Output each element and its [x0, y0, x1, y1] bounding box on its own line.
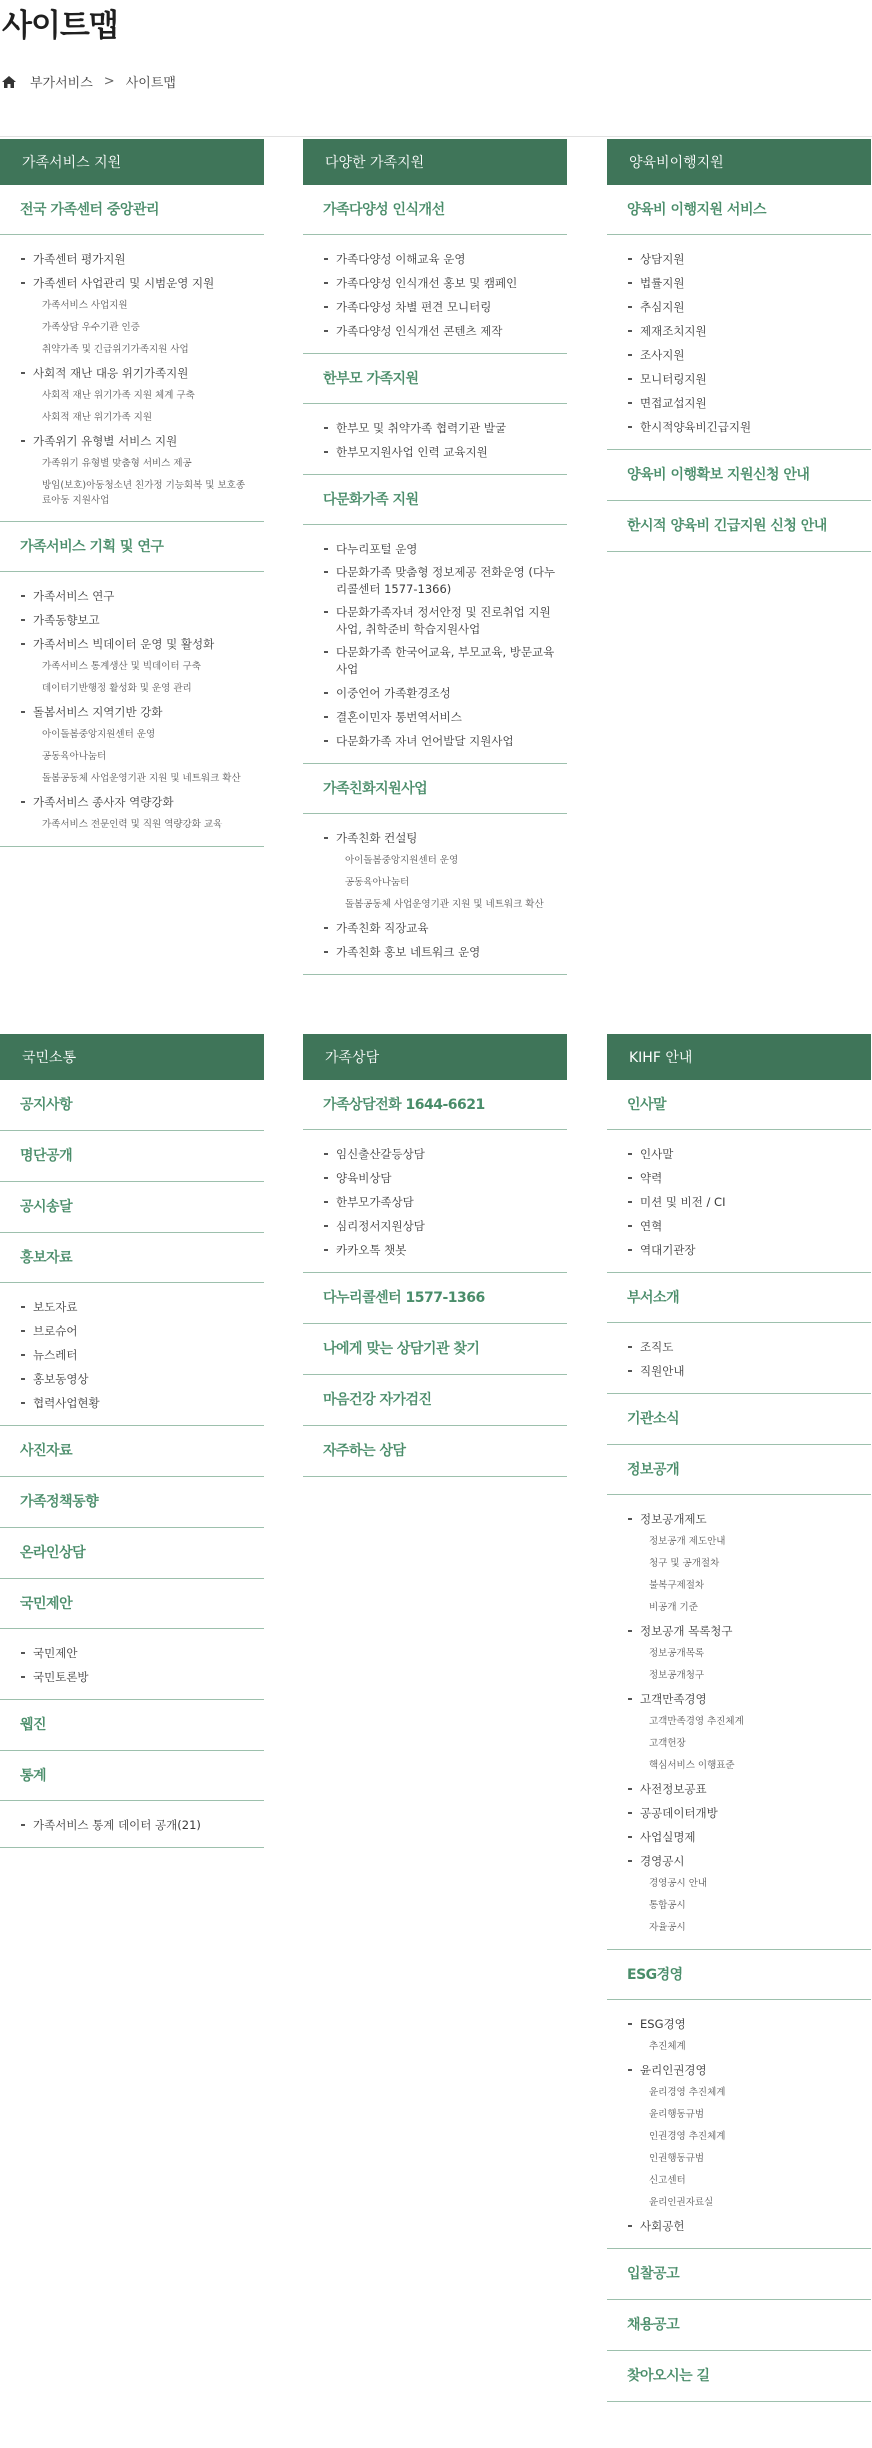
- menu-item-link[interactable]: 조사지원: [607, 343, 871, 367]
- menu-item-link[interactable]: 미션 및 비전 / CI: [607, 1190, 871, 1214]
- menu-item-link[interactable]: 상담지원: [607, 247, 871, 271]
- menu-item-link[interactable]: 약력: [607, 1166, 871, 1190]
- submenu-item-link[interactable]: 데이터기반행정 활성화 및 운영 관리: [42, 683, 192, 694]
- sitemap-section: [607, 1080, 871, 1273]
- sitemap-section: [0, 1080, 264, 1131]
- section-link[interactable]: 가족친화지원사업: [303, 764, 567, 814]
- home-icon[interactable]: [2, 76, 16, 88]
- menu-item-link[interactable]: 이중언어 가족환경조성: [303, 681, 567, 705]
- menu-item-link[interactable]: 한부모 및 취약가족 협력기관 발굴: [303, 416, 567, 440]
- section-link[interactable]: 전국 가족센터 중앙관리: [0, 185, 264, 235]
- breadcrumb-item-extra-services[interactable]: 부가서비스: [30, 76, 93, 91]
- column-header[interactable]: 가족상담: [303, 1034, 567, 1080]
- section-link[interactable]: 채용공고: [627, 2317, 680, 2333]
- section-item-list: [607, 1130, 871, 1272]
- section-link[interactable]: 웹진: [20, 1717, 47, 1733]
- header-divider: [0, 136, 872, 137]
- section-item-list: [0, 1283, 264, 1425]
- menu-item-link[interactable]: 협력사업현황: [0, 1391, 264, 1415]
- section-link[interactable]: 입찰공고: [627, 2266, 680, 2282]
- page-title: 사이트맵: [2, 8, 118, 44]
- menu-item-link[interactable]: 가족친화 홍보 네트워크 운영: [303, 940, 567, 964]
- menu-item-link[interactable]: 카카오톡 챗봇: [303, 1238, 567, 1262]
- section-link[interactable]: 한부모 가족지원: [303, 354, 567, 404]
- section-link[interactable]: 통계: [0, 1751, 264, 1801]
- section-item-list: [607, 1495, 871, 1949]
- submenu-item-link[interactable]: 윤리행동규범: [649, 2109, 705, 2120]
- submenu-item-link[interactable]: 아이돌봄중앙지원센터 운영: [42, 729, 156, 740]
- submenu-item-link[interactable]: 가족위기 유형별 맞춤형 서비스 제공: [42, 458, 192, 469]
- sitemap-section: [303, 1080, 567, 1273]
- sitemap-section: [303, 1426, 567, 1477]
- column-diverse-family: [303, 139, 567, 975]
- section-link[interactable]: 가족정책동향: [20, 1494, 99, 1510]
- menu-item-link[interactable]: 고객만족경영: [607, 1687, 871, 1711]
- sitemap-section: [303, 185, 567, 354]
- section-link[interactable]: 공시송달: [20, 1199, 73, 1215]
- menu-item-link[interactable]: 다문화가족 자녀 언어발달 지원사업: [303, 729, 567, 753]
- menu-item-link[interactable]: 공공데이터개방: [607, 1801, 871, 1825]
- sitemap-section: [0, 1477, 264, 1528]
- column-header[interactable]: KIHF 안내: [607, 1034, 871, 1080]
- menu-item-link[interactable]: 정보공개제도: [607, 1507, 871, 1531]
- section-item-list: [0, 1801, 264, 1847]
- section-link[interactable]: 다누리콜센터 1577-1366: [323, 1290, 485, 1306]
- menu-item-link[interactable]: 가족센터 사업관리 및 시범운영 지원: [0, 271, 264, 295]
- menu-item-link[interactable]: 가족위기 유형별 서비스 지원: [0, 429, 264, 453]
- menu-item-link[interactable]: 제재조치지원: [607, 319, 871, 343]
- sitemap-section: [0, 1528, 264, 1579]
- menu-item-link[interactable]: 다누리포털 운영: [303, 537, 567, 561]
- submenu-item-link[interactable]: 돌봄공동체 사업운영기관 지원 및 네트워크 확산: [345, 899, 544, 910]
- submenu-item-link[interactable]: 정보공개목록: [649, 1648, 705, 1659]
- section-link[interactable]: 정보공개: [607, 1445, 871, 1495]
- submenu-item-link[interactable]: 가족상담 우수기관 인증: [42, 322, 140, 333]
- menu-item-link[interactable]: 다문화가족 맞춤형 정보제공 전화운영 (다누리콜센터 1577-1366): [303, 561, 567, 601]
- sitemap-section: [607, 501, 871, 552]
- section-link[interactable]: 마음건강 자가검진: [323, 1392, 432, 1408]
- sitemap-section: [607, 1273, 871, 1394]
- section-item-list: [0, 572, 264, 846]
- menu-item-link[interactable]: 가족친화 컨설팅: [303, 826, 567, 850]
- section-link[interactable]: 기관소식: [627, 1411, 680, 1427]
- menu-item-link[interactable]: 연혁: [607, 1214, 871, 1238]
- menu-item-link[interactable]: 법률지원: [607, 271, 871, 295]
- section-link[interactable]: 찾아오시는 길: [627, 2368, 710, 2384]
- menu-item-link[interactable]: 임신출산갈등상담: [303, 1142, 567, 1166]
- sitemap-section: [0, 1751, 264, 1848]
- section-item-list: [303, 814, 567, 974]
- menu-item-link[interactable]: 가족서비스 빅데이터 운영 및 활성화: [0, 632, 264, 656]
- section-item-list: [607, 235, 871, 449]
- submenu-item-link[interactable]: 사회적 재난 위기가족 지원: [42, 412, 153, 423]
- submenu-item-link[interactable]: 취약가족 및 긴급위기가족지원 사업: [42, 344, 189, 355]
- section-link[interactable]: 나에게 맞는 상담기관 찾기: [323, 1341, 480, 1357]
- sitemap-section: [607, 185, 871, 450]
- menu-item-link[interactable]: 국민제안: [0, 1641, 264, 1665]
- menu-item-link[interactable]: 인사말: [607, 1142, 871, 1166]
- section-item-list: [303, 525, 567, 763]
- column-header[interactable]: 국민소통: [0, 1034, 264, 1080]
- menu-item-link[interactable]: 사회공헌: [607, 2214, 871, 2238]
- column-header[interactable]: 양육비이행지원: [607, 139, 871, 185]
- submenu-item-link[interactable]: 윤리경영 추진체계: [649, 2087, 726, 2098]
- submenu-item-link[interactable]: 방임(보호)아동청소년 친가정 기능회복 및 보호종료아동 지원사업: [42, 480, 246, 506]
- menu-item-link[interactable]: 모니터링지원: [607, 367, 871, 391]
- submenu-item-link[interactable]: 비공개 기준: [649, 1602, 698, 1613]
- menu-item-link[interactable]: 가족다양성 인식개선 콘텐츠 제작: [303, 319, 567, 343]
- section-link[interactable]: 국민제안: [0, 1579, 264, 1629]
- column-public-communication: [0, 1034, 264, 1848]
- submenu-item-link[interactable]: 윤리인권자료실: [649, 2197, 714, 2208]
- section-item-list: [0, 1629, 264, 1699]
- submenu-item-link[interactable]: 경영공시 안내: [649, 1878, 708, 1889]
- section-link[interactable]: 다문화가족 지원: [303, 475, 567, 525]
- section-link[interactable]: 한시적 양육비 긴급지원 신청 안내: [627, 518, 827, 534]
- section-link[interactable]: 인사말: [607, 1080, 871, 1130]
- menu-item-link[interactable]: 한시적양육비긴급지원: [607, 415, 871, 439]
- section-link[interactable]: 가족다양성 인식개선: [303, 185, 567, 235]
- section-link[interactable]: 사진자료: [20, 1443, 73, 1459]
- menu-item-link[interactable]: 윤리인권경영: [607, 2058, 871, 2082]
- sitemap-section: [303, 1324, 567, 1375]
- sitemap-section: [303, 475, 567, 764]
- menu-item-link[interactable]: 추심지원: [607, 295, 871, 319]
- submenu-item-link[interactable]: 불복구제절차: [649, 1580, 705, 1591]
- menu-item-link[interactable]: 가족동향보고: [0, 608, 264, 632]
- menu-item-link[interactable]: 가족친화 직장교육: [303, 916, 567, 940]
- column-kihf-info: [607, 1034, 871, 2402]
- sitemap-section: [607, 1445, 871, 1950]
- submenu-item-link[interactable]: 가족서비스 사업지원: [42, 300, 128, 311]
- section-link[interactable]: ESG경영: [607, 1950, 871, 2000]
- menu-item-link[interactable]: 뉴스레터: [0, 1343, 264, 1367]
- menu-item-link[interactable]: ESG경영: [607, 2012, 871, 2036]
- sitemap-section: [607, 1950, 871, 2249]
- sitemap-section: [0, 1233, 264, 1426]
- section-item-list: [303, 235, 567, 353]
- menu-item-link[interactable]: 가족서비스 통계 데이터 공개(21): [0, 1813, 264, 1837]
- submenu-item-link[interactable]: 청구 및 공개절차: [649, 1558, 720, 1569]
- sitemap-section: [607, 450, 871, 501]
- column-header[interactable]: 다양한 가족지원: [303, 139, 567, 185]
- sitemap-section: [303, 1375, 567, 1426]
- submenu-item-link[interactable]: 추진체계: [649, 2041, 686, 2052]
- breadcrumb-separator: >: [103, 74, 115, 89]
- sitemap-section: [0, 1131, 264, 1182]
- sitemap-section: [0, 522, 264, 847]
- column-header[interactable]: 가족서비스 지원: [0, 139, 264, 185]
- sitemap-section: [0, 1182, 264, 1233]
- submenu-item-link[interactable]: 돌봄공동체 사업운영기관 지원 및 네트워크 확산: [42, 773, 241, 784]
- sitemap-section: [607, 2300, 871, 2351]
- submenu-item-link[interactable]: 고객헌장: [649, 1738, 686, 1749]
- menu-item-link[interactable]: 심리정서지원상담: [303, 1214, 567, 1238]
- sitemap-section: [303, 1273, 567, 1324]
- section-item-list: [607, 1323, 871, 1393]
- menu-item-link[interactable]: 가족다양성 이해교육 운영: [303, 247, 567, 271]
- submenu-item-link[interactable]: 정보공개청구: [649, 1670, 705, 1681]
- menu-item-link[interactable]: 사전정보공표: [607, 1777, 871, 1801]
- section-link[interactable]: 양육비 이행확보 지원신청 안내: [627, 467, 810, 483]
- submenu-item-link[interactable]: 인권경영 추진체계: [649, 2131, 726, 2142]
- section-item-list: [0, 235, 264, 521]
- menu-item-link[interactable]: 조직도: [607, 1335, 871, 1359]
- section-item-list: [303, 1130, 567, 1272]
- submenu-item-link[interactable]: 인권행동규범: [649, 2153, 705, 2164]
- menu-item-link[interactable]: 다문화가족 한국어교육, 부모교육, 방문교육사업: [303, 641, 567, 681]
- section-link[interactable]: 부서소개: [607, 1273, 871, 1323]
- submenu-item-link[interactable]: 고객만족경영 추진체계: [649, 1716, 744, 1727]
- section-item-list: [607, 2000, 871, 2248]
- submenu-item-link[interactable]: 통합공시: [649, 1900, 686, 1911]
- menu-item-link[interactable]: 결혼이민자 통번역서비스: [303, 705, 567, 729]
- section-item-list: [303, 404, 567, 474]
- menu-item-link[interactable]: 한부모가족상담: [303, 1190, 567, 1214]
- submenu-item-link[interactable]: 정보공개 제도안내: [649, 1536, 726, 1547]
- breadcrumb-item-sitemap: 사이트맵: [125, 76, 176, 91]
- sitemap-section: [303, 354, 567, 475]
- submenu-item-link[interactable]: 신고센터: [649, 2175, 686, 2186]
- column-family-counseling: [303, 1034, 567, 1477]
- menu-item-link[interactable]: 양육비상담: [303, 1166, 567, 1190]
- menu-item-link[interactable]: 한부모지원사업 인력 교육지원: [303, 440, 567, 464]
- section-link[interactable]: 명단공개: [20, 1148, 73, 1164]
- submenu-item-link[interactable]: 핵심서비스 이행표준: [649, 1760, 735, 1771]
- submenu-item-link[interactable]: 공동육아나눔터: [42, 751, 107, 762]
- section-link[interactable]: 홍보자료: [0, 1233, 264, 1283]
- menu-item-link[interactable]: 사회적 재난 대응 위기가족지원: [0, 361, 264, 385]
- menu-item-link[interactable]: 역대기관장: [607, 1238, 871, 1262]
- section-link[interactable]: 가족서비스 기획 및 연구: [0, 522, 264, 572]
- submenu-item-link[interactable]: 가족서비스 전문인력 및 직원 역량강화 교육: [42, 819, 223, 830]
- column-family-service: [0, 139, 264, 847]
- menu-item-link[interactable]: 가족서비스 종사자 역량강화: [0, 790, 264, 814]
- menu-item-link[interactable]: 정보공개 목록청구: [607, 1619, 871, 1643]
- menu-item-link[interactable]: 가족다양성 차별 편견 모니터링: [303, 295, 567, 319]
- section-link[interactable]: 온라인상담: [20, 1545, 86, 1561]
- menu-item-link[interactable]: 보도자료: [0, 1295, 264, 1319]
- submenu-item-link[interactable]: 아이돌봄중앙지원센터 운영: [345, 855, 459, 866]
- sitemap-section: [0, 1700, 264, 1751]
- breadcrumb: [2, 72, 176, 91]
- sitemap-section: [303, 764, 567, 975]
- menu-item-link[interactable]: 직원안내: [607, 1359, 871, 1383]
- menu-item-link[interactable]: 다문화가족자녀 정서안정 및 진로취업 지원사업, 취학준비 학습지원사업: [303, 601, 567, 641]
- menu-item-link[interactable]: 돌봄서비스 지역기반 강화: [0, 700, 264, 724]
- menu-item-link[interactable]: 국민토론방: [0, 1665, 264, 1689]
- submenu-item-link[interactable]: 가족서비스 통계생산 및 빅데이터 구축: [42, 661, 201, 672]
- menu-item-link[interactable]: 면접교섭지원: [607, 391, 871, 415]
- sitemap-section: [0, 1579, 264, 1700]
- section-link[interactable]: 자주하는 상담: [323, 1443, 406, 1459]
- menu-item-link[interactable]: 가족다양성 인식개선 홍보 및 캠페인: [303, 271, 567, 295]
- menu-item-link[interactable]: 사업실명제: [607, 1825, 871, 1849]
- sitemap-section: [0, 1426, 264, 1477]
- submenu-item-link[interactable]: 사회적 재난 위기가족 지원 체계 구축: [42, 390, 195, 401]
- section-link[interactable]: 양육비 이행지원 서비스: [607, 185, 871, 235]
- column-child-support: [607, 139, 871, 552]
- sitemap-section: [607, 1394, 871, 1445]
- sitemap-section: [607, 2249, 871, 2300]
- menu-item-link[interactable]: 브로슈어: [0, 1319, 264, 1343]
- section-link[interactable]: 가족상담전화 1644-6621: [303, 1080, 567, 1130]
- sitemap-section: [0, 185, 264, 522]
- submenu-item-link[interactable]: 자율공시: [649, 1922, 686, 1933]
- section-link[interactable]: 공지사항: [20, 1097, 73, 1113]
- menu-item-link[interactable]: 홍보동영상: [0, 1367, 264, 1391]
- sitemap-section: [607, 2351, 871, 2402]
- submenu-item-link[interactable]: 공동육아나눔터: [345, 877, 410, 888]
- menu-item-link[interactable]: 가족서비스 연구: [0, 584, 264, 608]
- menu-item-link[interactable]: 가족센터 평가지원: [0, 247, 264, 271]
- menu-item-link[interactable]: 경영공시: [607, 1849, 871, 1873]
